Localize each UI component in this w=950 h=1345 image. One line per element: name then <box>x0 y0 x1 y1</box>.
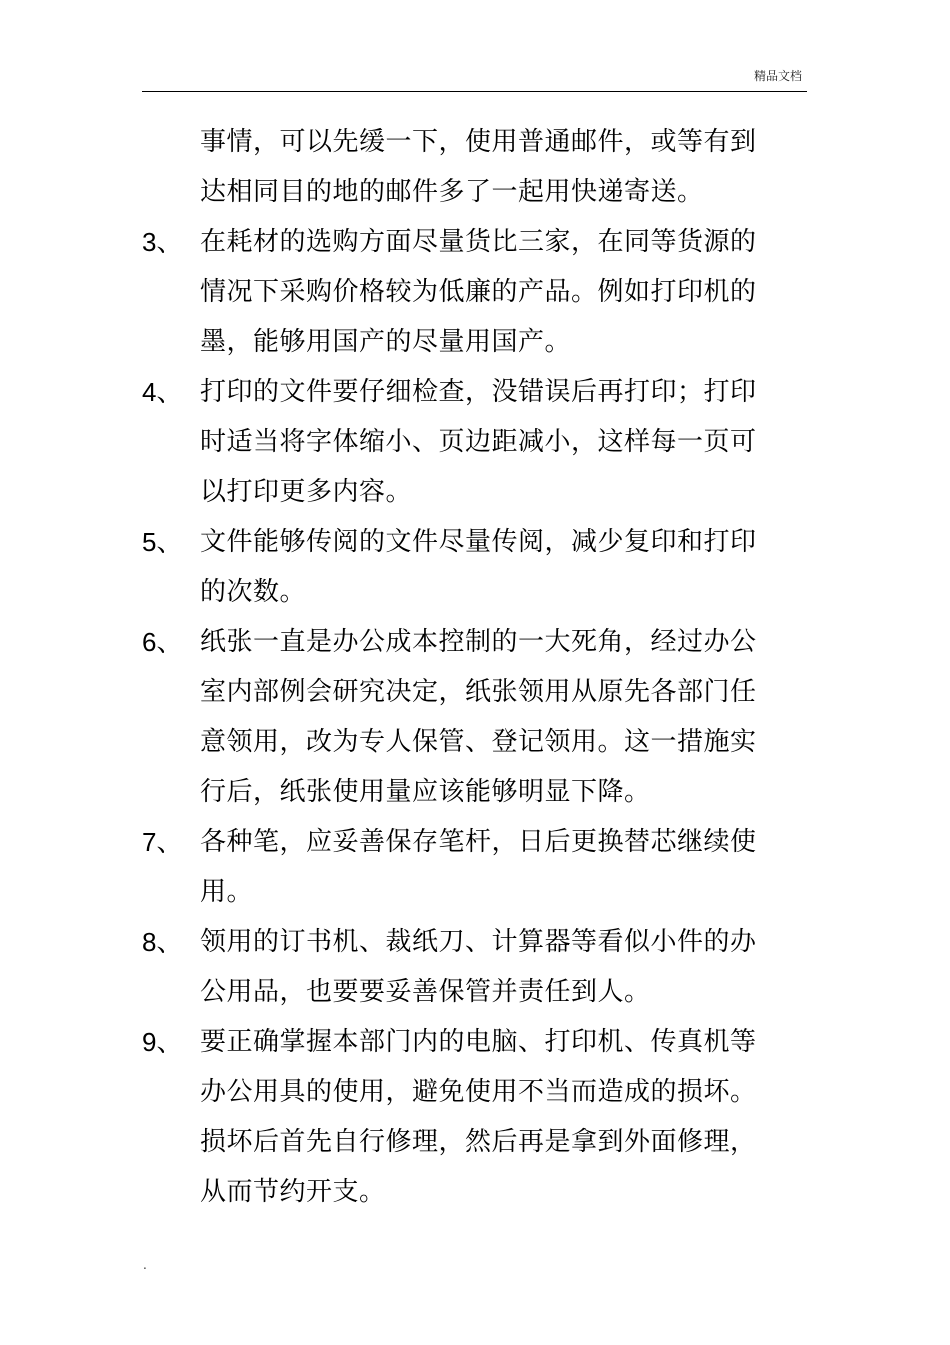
list-item-text: 文件能够传阅的文件尽量传阅，减少复印和打印的次数。 <box>200 527 757 607</box>
list-item-number: 3、 <box>142 227 183 257</box>
list-item-7 <box>142 817 782 917</box>
list-item-text: 各种笔，应妥善保存笔杆，日后更换替芯继续使用。 <box>200 827 757 907</box>
list-item-4 <box>142 367 782 517</box>
list-item-text: 纸张一直是办公成本控制的一大死角，经过办公室内部例会研究决定，纸张领用从原先各部门任意领用，改为专人保管、登记领用。这一措施实行后，纸张使用量应该能够明显下降。 <box>200 627 757 807</box>
list-item-number: 6、 <box>142 627 183 657</box>
list-item-8 <box>142 917 782 1017</box>
list-item-text: 领用的订书机、裁纸刀、计算器等看似小件的办公用品，也要要妥善保管并责任到人。 <box>200 927 757 1007</box>
header-label: 精品文档 <box>753 69 802 83</box>
list-item-text: 事情，可以先缓一下，使用普通邮件，或等有到达相同目的地的邮件多了一起用快递寄送。 <box>200 127 757 207</box>
list-item-number: 8、 <box>142 927 183 957</box>
document-body <box>142 117 782 1217</box>
list-item-6 <box>142 617 782 817</box>
list-item-number: 7、 <box>142 827 183 857</box>
list-item-number: 5、 <box>142 527 183 557</box>
list-item-text: 打印的文件要仔细检查，没错误后再打印；打印时适当将字体缩小、页边距减小，这样每一页可以打印更多内容。 <box>200 377 757 507</box>
list-item-9 <box>142 1017 782 1217</box>
list-item-number: 9、 <box>142 1027 183 1057</box>
list-item-5 <box>142 517 782 617</box>
list-item-number: 4、 <box>142 377 183 407</box>
header-divider <box>142 91 807 92</box>
list-item-3 <box>142 217 782 367</box>
list-item-text: 要正确掌握本部门内的电脑、打印机、传真机等办公用具的使用，避免使用不当而造成的损坏。损坏后首先自行修理，然后再是拿到外面修理，从而节约开支。 <box>200 1027 757 1207</box>
list-item-text: 在耗材的选购方面尽量货比三家，在同等货源的情况下采购价格较为低廉的产品。例如打印机的墨，能够用国产的尽量用国产。 <box>200 227 757 357</box>
list-item-continuation <box>142 117 782 217</box>
footer-mark: . <box>143 1258 147 1272</box>
